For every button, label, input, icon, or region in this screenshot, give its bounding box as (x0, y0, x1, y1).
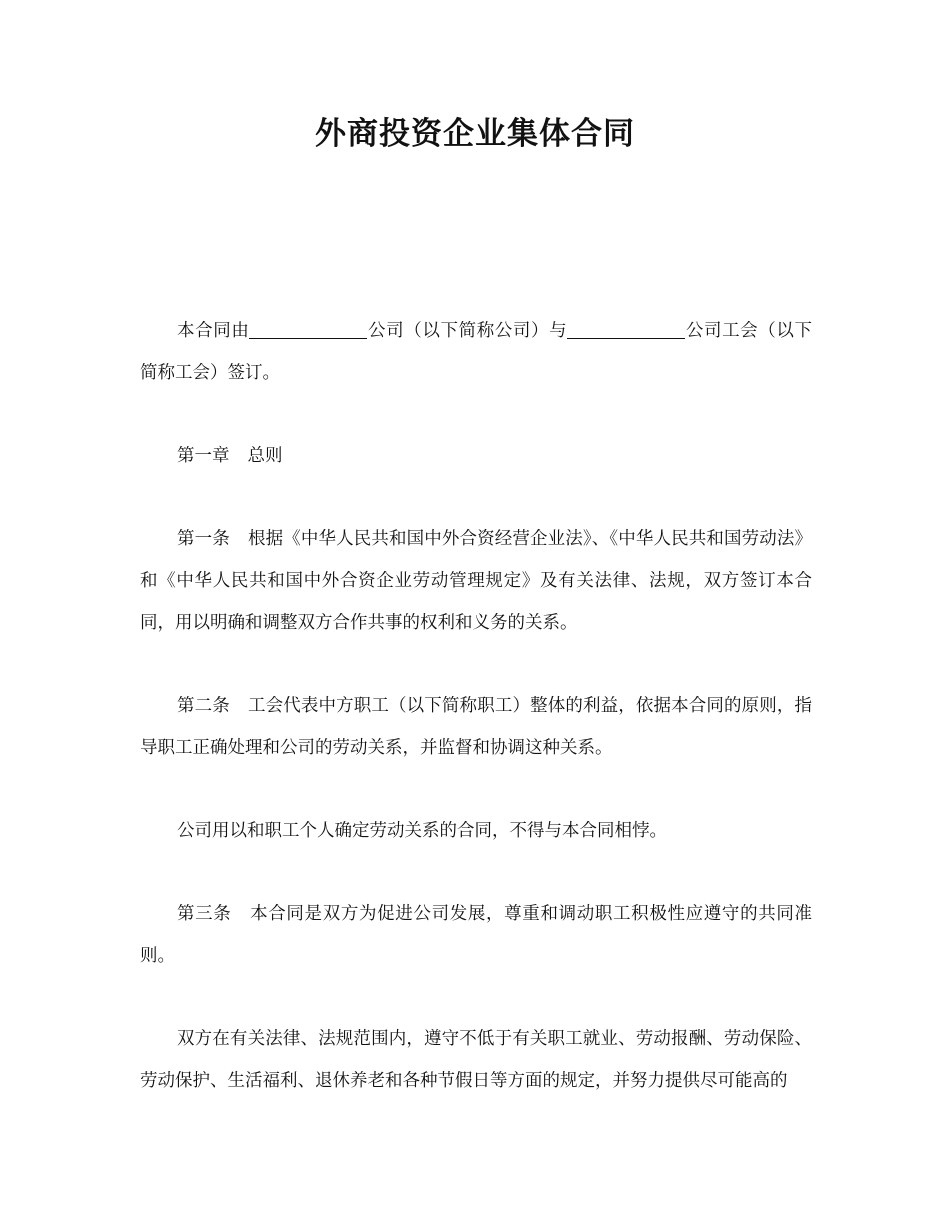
article-1 (140, 518, 812, 644)
chapter-heading (140, 435, 812, 477)
chapter-name: 总则 (247, 446, 283, 466)
article-1-number: 第一条 (177, 529, 230, 549)
intro-part3: 公司工会（以下简称工会）签订。 (140, 321, 813, 383)
intro-paragraph (140, 310, 812, 394)
article-2-number: 第二条 (177, 696, 230, 716)
document-title: 外商投资企业集体合同 (315, 116, 635, 152)
intro-part1: 本合同由 (177, 321, 250, 341)
article-2-text: 工会代表中方职工（以下简称职工）整体的利益，依据本合同的原则，指导职工正确处理和公司的劳动关系，并监督和协调这种关系。 (140, 696, 813, 758)
union-name-blank (567, 337, 685, 339)
article-3-text: 本合同是双方为促进公司发展，尊重和调动职工积极性应遵守的共同准则。 (140, 904, 813, 966)
article-3-number: 第三条 (177, 904, 232, 924)
chapter-number: 第一章 (177, 446, 230, 466)
intro-part2: 公司（以下简称公司）与 (367, 321, 568, 341)
company-name-blank (249, 337, 367, 339)
article-3-paragraph-2: 双方在有关法律、法规范围内，遵守不低于有关职工就业、劳动报酬、劳动保险、劳动保护、生活福利、退休养老和各种节假日等方面的规定，并努力提供尽可能高的 (140, 1029, 812, 1091)
document-body (140, 310, 812, 1143)
article-1-text: 根据《中华人民共和国中外合资经营企业法》、《中华人民共和国劳动法》和《中华人民共和国中外合资企业劳动管理规定》及有关法律、法规，双方签订本合同，用以明确和调整双方合作共事的权利和义务的关系。 (140, 529, 812, 633)
article-2 (140, 685, 812, 769)
article-2-paragraph-2: 公司用以和职工个人确定劳动关系的合同，不得与本合同相悖。 (177, 821, 667, 841)
article-3 (140, 893, 812, 977)
